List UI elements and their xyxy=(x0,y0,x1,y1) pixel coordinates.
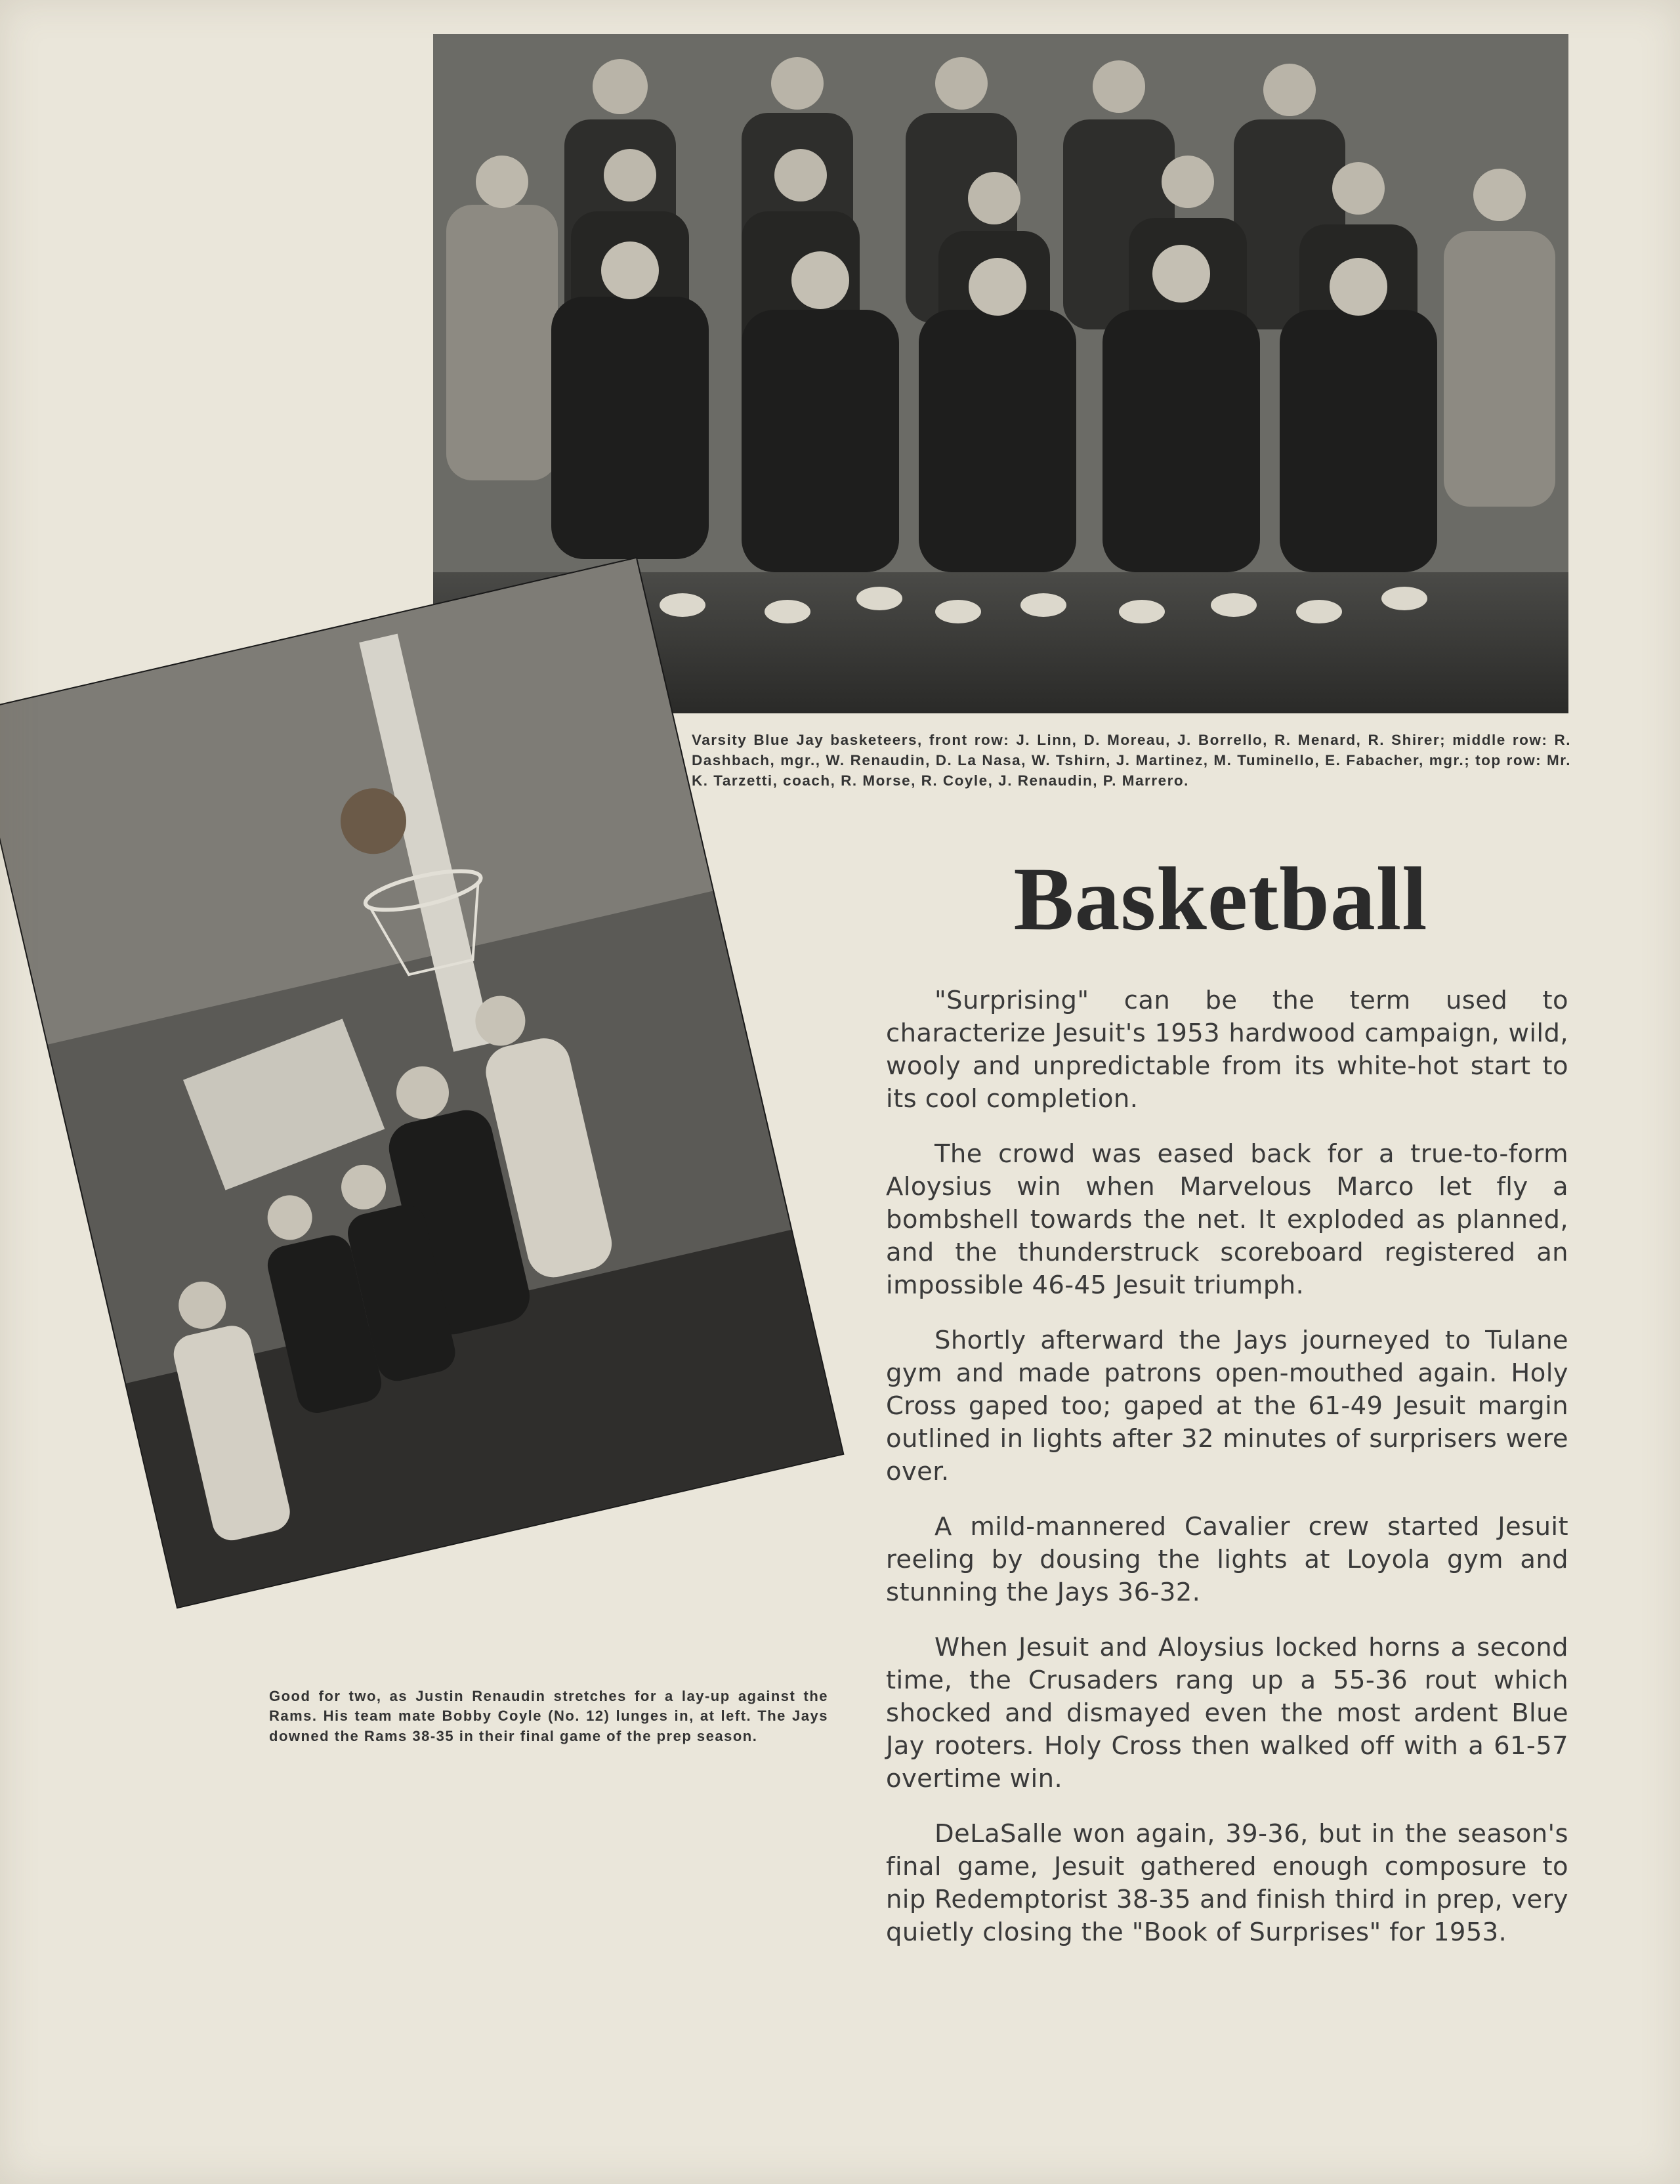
action-photo-image xyxy=(0,558,843,1607)
action-photo xyxy=(0,558,843,1607)
article-paragraph: When Jesuit and Aloysius locked horns a second time, the Crusaders rang up a 55-36 rout which shocked and dismayed even the most ardent Blue Jay rooters. Holy Cross then walked off with a 61-57 overtime win. xyxy=(886,1633,1568,1794)
article-paragraph: DeLaSalle won again, 39-36, but in the season's final game, Jesuit gathered enough composure to nip Redemptorist 38-35 and finish third in prep, very quietly closing the "Book of Surprises" for 1953. xyxy=(886,1819,1568,1947)
action-photo-caption: Good for two, as Justin Renaudin stretches for a lay-up against the Rams. His team mate Bobby Coyle (No. 12) lunges in, at left. The Jays downed the Rams 38-35 in their final game of the prep season. xyxy=(269,1688,828,1744)
article-title: Basketball xyxy=(1013,849,1428,949)
article-paragraph: "Surprising" can be the term used to characterize Jesuit's 1953 hardwood campaign, wild, wooly and unpredictable from its white-hot start to its cool completion. xyxy=(886,986,1568,1114)
article-body xyxy=(886,984,1568,1971)
article-paragraph: Shortly afterward the Jays journeyed to Tulane gym and made patrons open-mouthed again. Holy Cross gaped too; gaped at the 61-49 Jesuit margin outlined in lights after 32 minutes of surprisers were over. xyxy=(886,1326,1568,1486)
team-photo-caption: Varsity Blue Jay basketeers, front row: J. Linn, D. Moreau, J. Borrello, R. Menard, R. Shirer; middle row: R. Dashbach, mgr., W. Renaudin, D. La Nasa, W. Tshirn, J. Martinez, M. Tuminello, E. Fabacher, mgr.; top row: Mr. K. Tarzetti, coach, R. Morse, R. Coyle, J. Renaudin, P. Marrero. xyxy=(692,732,1571,789)
article-paragraph: A mild-mannered Cavalier crew started Jesuit reeling by dousing the lights at Loyola gym and stunning the Jays 36-32. xyxy=(886,1512,1568,1607)
article-paragraph: The crowd was eased back for a true-to-form Aloysius win when Marvelous Marco let fly a bombshell towards the net. It exploded as planned, and the thunderstruck scoreboard registered an impossible 46-45 Jesuit triumph. xyxy=(886,1139,1568,1300)
